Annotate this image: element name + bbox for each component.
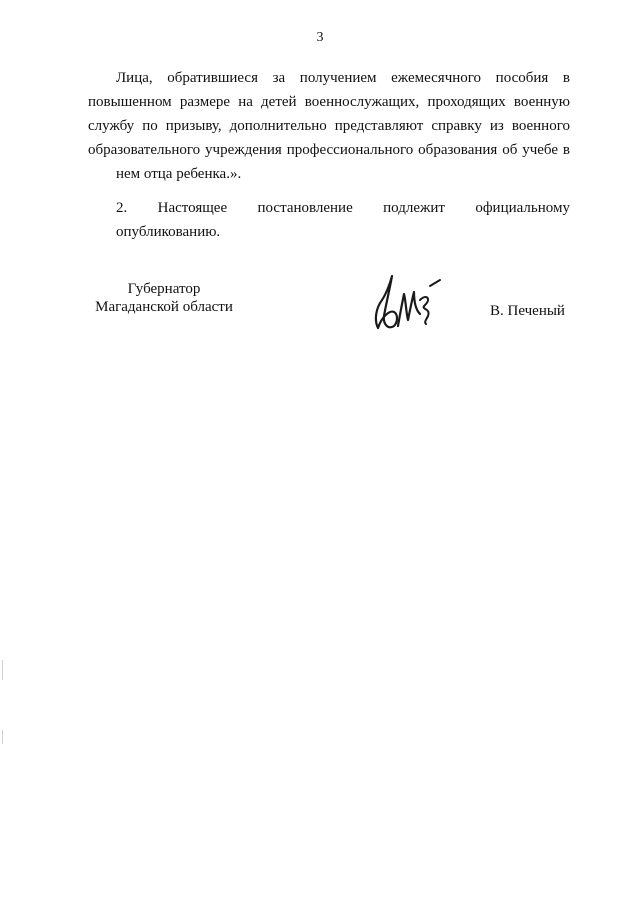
- paragraph-benefit-conditions: [88, 66, 570, 186]
- text-line: нем отца ребенка.».: [116, 166, 242, 182]
- text-line: 2. Настоящее постановление подлежит официальному: [116, 200, 570, 216]
- position-title: Губернатор: [127, 281, 201, 297]
- page-number: 3: [316, 30, 324, 45]
- scan-edge-mark: [2, 660, 3, 680]
- text-line: службу по призыву, дополнительно представляют справку из военного: [88, 118, 570, 134]
- position-region: Магаданской области: [95, 299, 233, 315]
- text-line: Лица, обратившиеся за получением ежемесячного пособия в: [116, 70, 570, 86]
- text-line: опубликованию.: [116, 224, 221, 240]
- signatory-position: [84, 280, 244, 316]
- handwritten-signature: [368, 270, 448, 336]
- scan-edge-mark: [2, 730, 3, 744]
- paragraph-publication: [88, 196, 570, 244]
- text-line: образовательного учреждения профессионального образования об учебе в: [88, 142, 570, 158]
- text-line: повышенном размере на детей военнослужащих, проходящих военную: [88, 94, 570, 110]
- signer-name: В. Печеный: [490, 303, 565, 319]
